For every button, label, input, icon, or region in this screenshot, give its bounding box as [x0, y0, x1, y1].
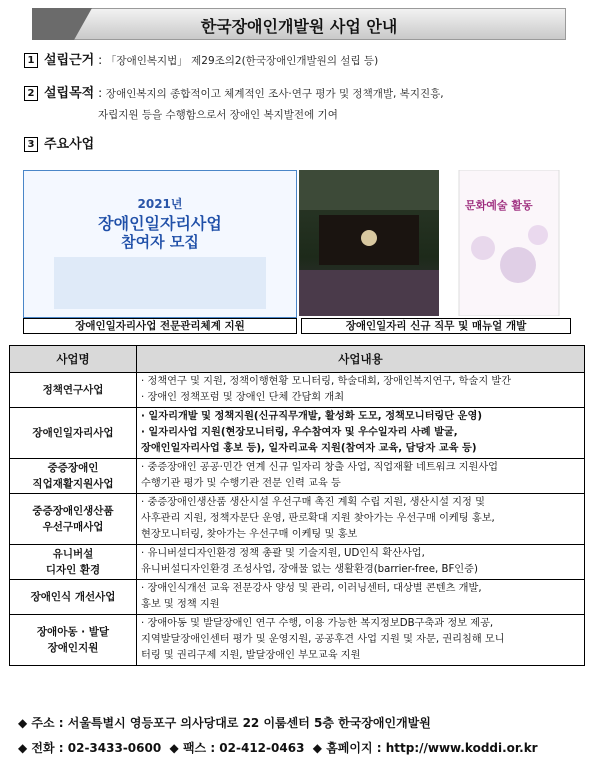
- footer-contact: ◆ 전화 : 02-3433-0600 ◆ 팩스 : 02-412-0463 ◆ 홈페이지 : http://www.koddi.or.kr: [18, 741, 538, 755]
- business-name-line: 우선구매사업: [42, 521, 104, 533]
- section-founding-basis: 1 설립근거 : 「장애인복지법」 제29조의2(한국장애인개발원의 설립 등): [24, 50, 378, 71]
- content-line: 현장모니터링, 찾아가는 우선구매 이케팅 및 홍보: [141, 529, 358, 540]
- business-name-line: 장애아동 · 발달: [36, 626, 110, 638]
- business-name-line: 중증장애인: [47, 462, 99, 474]
- content-line: · 일자리사업 지원(현장모니터링, 우수참여자 및 우수일자리 사례 발굴,: [141, 427, 458, 438]
- business-name-line: 정책연구사업: [42, 384, 104, 396]
- content-line: 유니버설디자인환경 조성사업, 장애물 없는 생활환경(barrier-free, BF인증): [141, 564, 478, 575]
- business-name-line: 중증장애인생산품: [32, 505, 114, 517]
- business-name-line: 장애인식 개선사업: [30, 591, 116, 603]
- theater-photo: [299, 170, 439, 316]
- table-row: [10, 459, 585, 494]
- section-main-business: [24, 134, 94, 155]
- section-purpose: 2 설립목적 : 장애인복지의 종합적이고 체계적인 조사·연구 평가 및 정책개발, 복지진흥,: [24, 83, 444, 104]
- business-name-line: 디자인 환경: [45, 564, 101, 576]
- table-row: [10, 580, 585, 615]
- table-row: [10, 615, 585, 666]
- business-content-cell: [137, 545, 585, 580]
- business-content-cell: [137, 459, 585, 494]
- title-bar: [32, 8, 566, 40]
- business-name-cell: [10, 545, 137, 580]
- table-row: [10, 545, 585, 580]
- business-name-cell: [10, 373, 137, 408]
- header-business-content: 사업내용: [137, 346, 585, 373]
- brochure-graphic: [443, 170, 571, 316]
- content-line: · 장애인식개선 교육 전문강사 양성 및 관리, 이러닝센터, 대상별 콘텐츠 개발,: [141, 583, 482, 594]
- photo-caption-1: 장애인일자리사업 전문관리체계 지원: [23, 318, 297, 334]
- table-row: [10, 373, 585, 408]
- content-line: · 장애아동 및 발달장애인 연구 수행, 이용 가능한 복지정보DB구축과 정보 제공,: [141, 618, 494, 629]
- photo-strip: [23, 170, 571, 332]
- web-text: 홈페이지 : http://www.koddi.or.kr: [326, 741, 538, 755]
- section-number: 1: [24, 53, 38, 68]
- content-line: · 중증장애인생산품 생산시설 우선구매 촉진 계획 수립 지원, 생산시설 지정 및: [141, 497, 485, 508]
- phone-text: 전화 : 02-3433-0600: [31, 741, 162, 755]
- business-name-line: 장애인일자리사업: [32, 427, 114, 439]
- content-line: 장애인일자리사업 홍보 등), 일자리교육 지원(참여자 교육, 담당자 교육 등): [141, 443, 477, 454]
- poster-line-2: 참여자 모집: [121, 233, 199, 251]
- content-line: · 유니버설디자인환경 정책 총괄 및 기술지원, UD인식 확산사업,: [141, 548, 425, 559]
- business-name-cell: [10, 459, 137, 494]
- section-text: 「장애인복지법」 제29조의2(한국장애인개발원의 설립 등): [105, 55, 379, 67]
- section-number: 2: [24, 86, 38, 101]
- section-label: 주요사업: [44, 137, 95, 152]
- business-name-line: 직업재활지원사업: [32, 478, 114, 490]
- poster-info-box: [54, 257, 266, 309]
- business-table: [9, 345, 585, 666]
- business-content-cell: [137, 408, 585, 459]
- theater-scene: [299, 170, 439, 316]
- table-row: [10, 494, 585, 545]
- content-line: · 장애인 정책포럼 및 장애인 단체 간담회 개최: [141, 392, 345, 403]
- content-line: · 정책연구 및 지원, 정책이행현황 모니터링, 학술대회, 장애인복지연구, 학술지 발간: [141, 376, 512, 387]
- poster-year: 2021년: [137, 197, 183, 211]
- business-name-cell: [10, 615, 137, 666]
- brochure-image: [443, 170, 571, 316]
- content-line: 사후관리 지원, 정책자문단 운영, 판로확대 지원 찾아가는 우선구매 이케팅 홍보,: [141, 513, 495, 524]
- business-name-cell: [10, 408, 137, 459]
- business-name-line: 장애인지원: [47, 642, 99, 654]
- address-text: 주소 : 서울특별시 영등포구 의사당대로 22 이룸센터 5층 한국장애인개발원: [31, 716, 431, 730]
- business-content-cell: [137, 494, 585, 545]
- business-content-cell: [137, 615, 585, 666]
- business-content-cell: [137, 580, 585, 615]
- photo-caption-2: 장애인일자리 신규 직무 및 매뉴얼 개발: [301, 318, 571, 334]
- section-number: 3: [24, 137, 38, 152]
- content-line: 수행기관 평가 및 수행기관 전문 인력 교육 등: [141, 478, 341, 489]
- section-text-1: 장애인복지의 종합적이고 체계적인 조사·연구 평가 및 정책개발, 복지진흥,: [105, 88, 444, 100]
- table-row: [10, 408, 585, 459]
- fax-text: 팩스 : 02-412-0463: [182, 741, 305, 755]
- page-title: 한국장애인개발원 사업 안내: [200, 17, 398, 36]
- footer-address: ◆ 주소 : 서울특별시 영등포구 의사당대로 22 이룸센터 5층 한국장애인개발원: [18, 716, 431, 730]
- section-text-2: 자립지원 등을 수행함으로서 장애인 복지발전에 기여: [98, 109, 338, 121]
- content-line: · 중증장애인 공공·민간 연계 신규 일자리 창출 사업, 직업재활 네트워크 지원사업: [141, 462, 499, 473]
- section-label: 설립근거: [44, 53, 95, 68]
- business-name-cell: [10, 494, 137, 545]
- business-name-cell: [10, 580, 137, 615]
- content-line: · 일자리개발 및 정책지원(신규직무개발, 활성화 도모, 정책모니터링단 운영): [141, 411, 482, 422]
- section-label: 설립목적: [44, 86, 95, 101]
- business-content-cell: [137, 373, 585, 408]
- recruitment-poster-image: [23, 170, 297, 318]
- content-line: 홍보 및 정책 지원: [141, 599, 220, 610]
- business-name-line: 유니버설: [52, 548, 94, 560]
- content-line: 터링 및 권리구제 지원, 발달장애인 부모교육 지원: [141, 650, 361, 661]
- poster-line-1: 장애인일자리사업: [98, 214, 222, 233]
- header-business-name: 사업명: [10, 346, 137, 373]
- brochure-title: 문화예술 활동: [465, 199, 533, 212]
- content-line: 지역발달장애인센터 평가 및 운영지원, 공공후견 사업 지원 및 자문, 권리침해 모니: [141, 634, 505, 645]
